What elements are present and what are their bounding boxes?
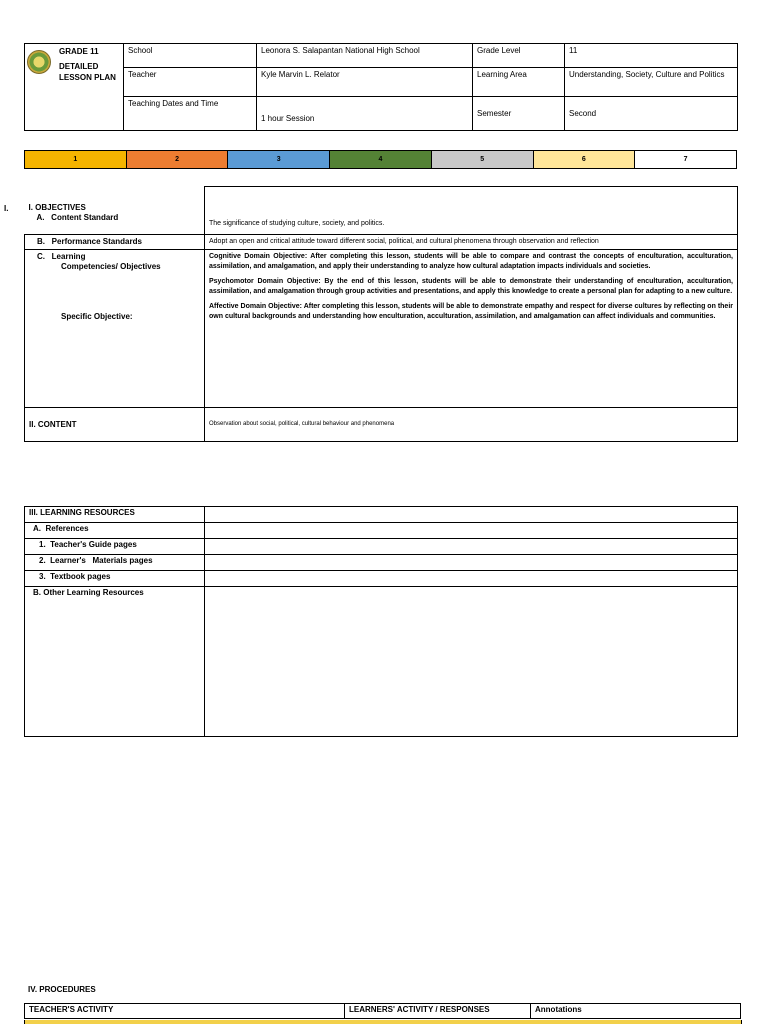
textbook-value <box>205 571 738 587</box>
header-table <box>24 43 738 131</box>
content-standard-label: A. Content Standard <box>36 212 119 222</box>
resources-table <box>24 506 738 737</box>
psychomotor-objective: Psychomotor Domain Objective: By the end of this lesson, students will be able to demonstrate their understanding of enculturation, acculturation, assimilation, and amalgamation through group activities and presentations, and apply this knowledge to create a personal plan for adapting to a new culture. <box>209 278 733 295</box>
dates-value <box>257 97 473 131</box>
procedures-table <box>24 1003 741 1019</box>
teachers-guide-value <box>205 539 738 555</box>
performance-label: B. Performance Standards <box>25 235 205 250</box>
learning-area-label: Learning Area <box>473 68 565 97</box>
semester-value: Second <box>565 97 738 131</box>
school-value: Leonora S. Salapantan National High School <box>257 44 473 68</box>
grade-cell <box>25 44 124 131</box>
learning-area-value: Understanding, Society, Culture and Politics <box>565 68 738 97</box>
procedures-title: IV. PROCEDURES <box>28 985 96 994</box>
objectives-label-cell <box>25 187 205 235</box>
annotations-header: Annotations <box>531 1004 741 1019</box>
objectives-detail-cell <box>205 250 738 408</box>
grade-level-label: Grade Level <box>473 44 565 68</box>
learners-materials-label: 2. Learner's Materials pages <box>25 555 205 571</box>
references-value <box>205 523 738 539</box>
learners-activity-header: LEARNERS' ACTIVITY / RESPONSES <box>345 1004 531 1019</box>
resources-title-value <box>205 507 738 523</box>
content-standard-value <box>205 187 738 235</box>
grade-label: GRADE 11 <box>59 47 99 56</box>
competencies-label-2: Competencies/ Objectives <box>61 262 161 271</box>
plan-type-line-1: DETAILED <box>59 62 99 71</box>
semester-label: Semester <box>473 97 565 131</box>
school-label: School <box>124 44 257 68</box>
performance-value: Adopt an open and critical attitude toward different social, political, and cultural phenomena through observation and reflection <box>205 235 738 250</box>
procedures-band <box>24 1020 742 1024</box>
school-logo-icon <box>27 50 51 74</box>
other-resources-label: B. Other Learning Resources <box>25 587 205 737</box>
color-cell-1: 1 <box>25 151 127 169</box>
teacher-value: Kyle Marvin L. Relator <box>257 68 473 97</box>
color-cell-4: 4 <box>330 151 432 169</box>
section-roman: I. <box>4 204 9 213</box>
color-cell-6: 6 <box>533 151 635 169</box>
dates-value-text: 1 hour Session <box>261 114 315 123</box>
color-cell-2: 2 <box>126 151 228 169</box>
color-cell-7: 7 <box>635 151 737 169</box>
cognitive-objective: Cognitive Domain Objective: After completing this lesson, students will be able to compare and contrast the concepts of enculturation, acculturation, assimilation, and amalgamation, and apply their understanding to analyze how cultural adaptation impacts individuals and societies. <box>209 253 733 270</box>
affective-objective: Affective Domain Objective: After completing this lesson, students will be able to demonstrate empathy and respect for diverse cultures by reflecting on their own cultural backgrounds and understanding how enculturation, acculturation, assimilation, and amalgamation can affect individuals and communities. <box>209 303 733 320</box>
specific-objective-label: Specific Objective: <box>61 312 133 321</box>
content-standard-text: The significance of studying culture, society, and politics. <box>209 219 385 227</box>
competencies-label-cell <box>25 250 205 408</box>
learners-materials-value <box>205 555 738 571</box>
dates-label: Teaching Dates and Time <box>124 97 257 131</box>
objectives-table <box>24 186 738 442</box>
grade-level-value: 11 <box>565 44 738 68</box>
references-label: A. References <box>25 523 205 539</box>
competencies-label-1: C. Learning <box>37 252 86 261</box>
teachers-activity-header: TEACHER'S ACTIVITY <box>25 1004 345 1019</box>
textbook-label: 3. Textbook pages <box>25 571 205 587</box>
plan-type-line-2: LESSON PLAN <box>59 73 116 82</box>
other-resources-value <box>205 587 738 737</box>
color-cell-5: 5 <box>431 151 533 169</box>
content-label: II. CONTENT <box>25 408 205 442</box>
resources-title: III. LEARNING RESOURCES <box>25 507 205 523</box>
teacher-label: Teacher <box>124 68 257 97</box>
content-value: Observation about social, political, cultural behaviour and phenomena <box>205 408 738 442</box>
teachers-guide-label: 1. Teacher's Guide pages <box>25 539 205 555</box>
objectives-title: I. OBJECTIVES <box>28 202 86 212</box>
color-bar <box>24 150 737 169</box>
color-cell-3: 3 <box>228 151 330 169</box>
